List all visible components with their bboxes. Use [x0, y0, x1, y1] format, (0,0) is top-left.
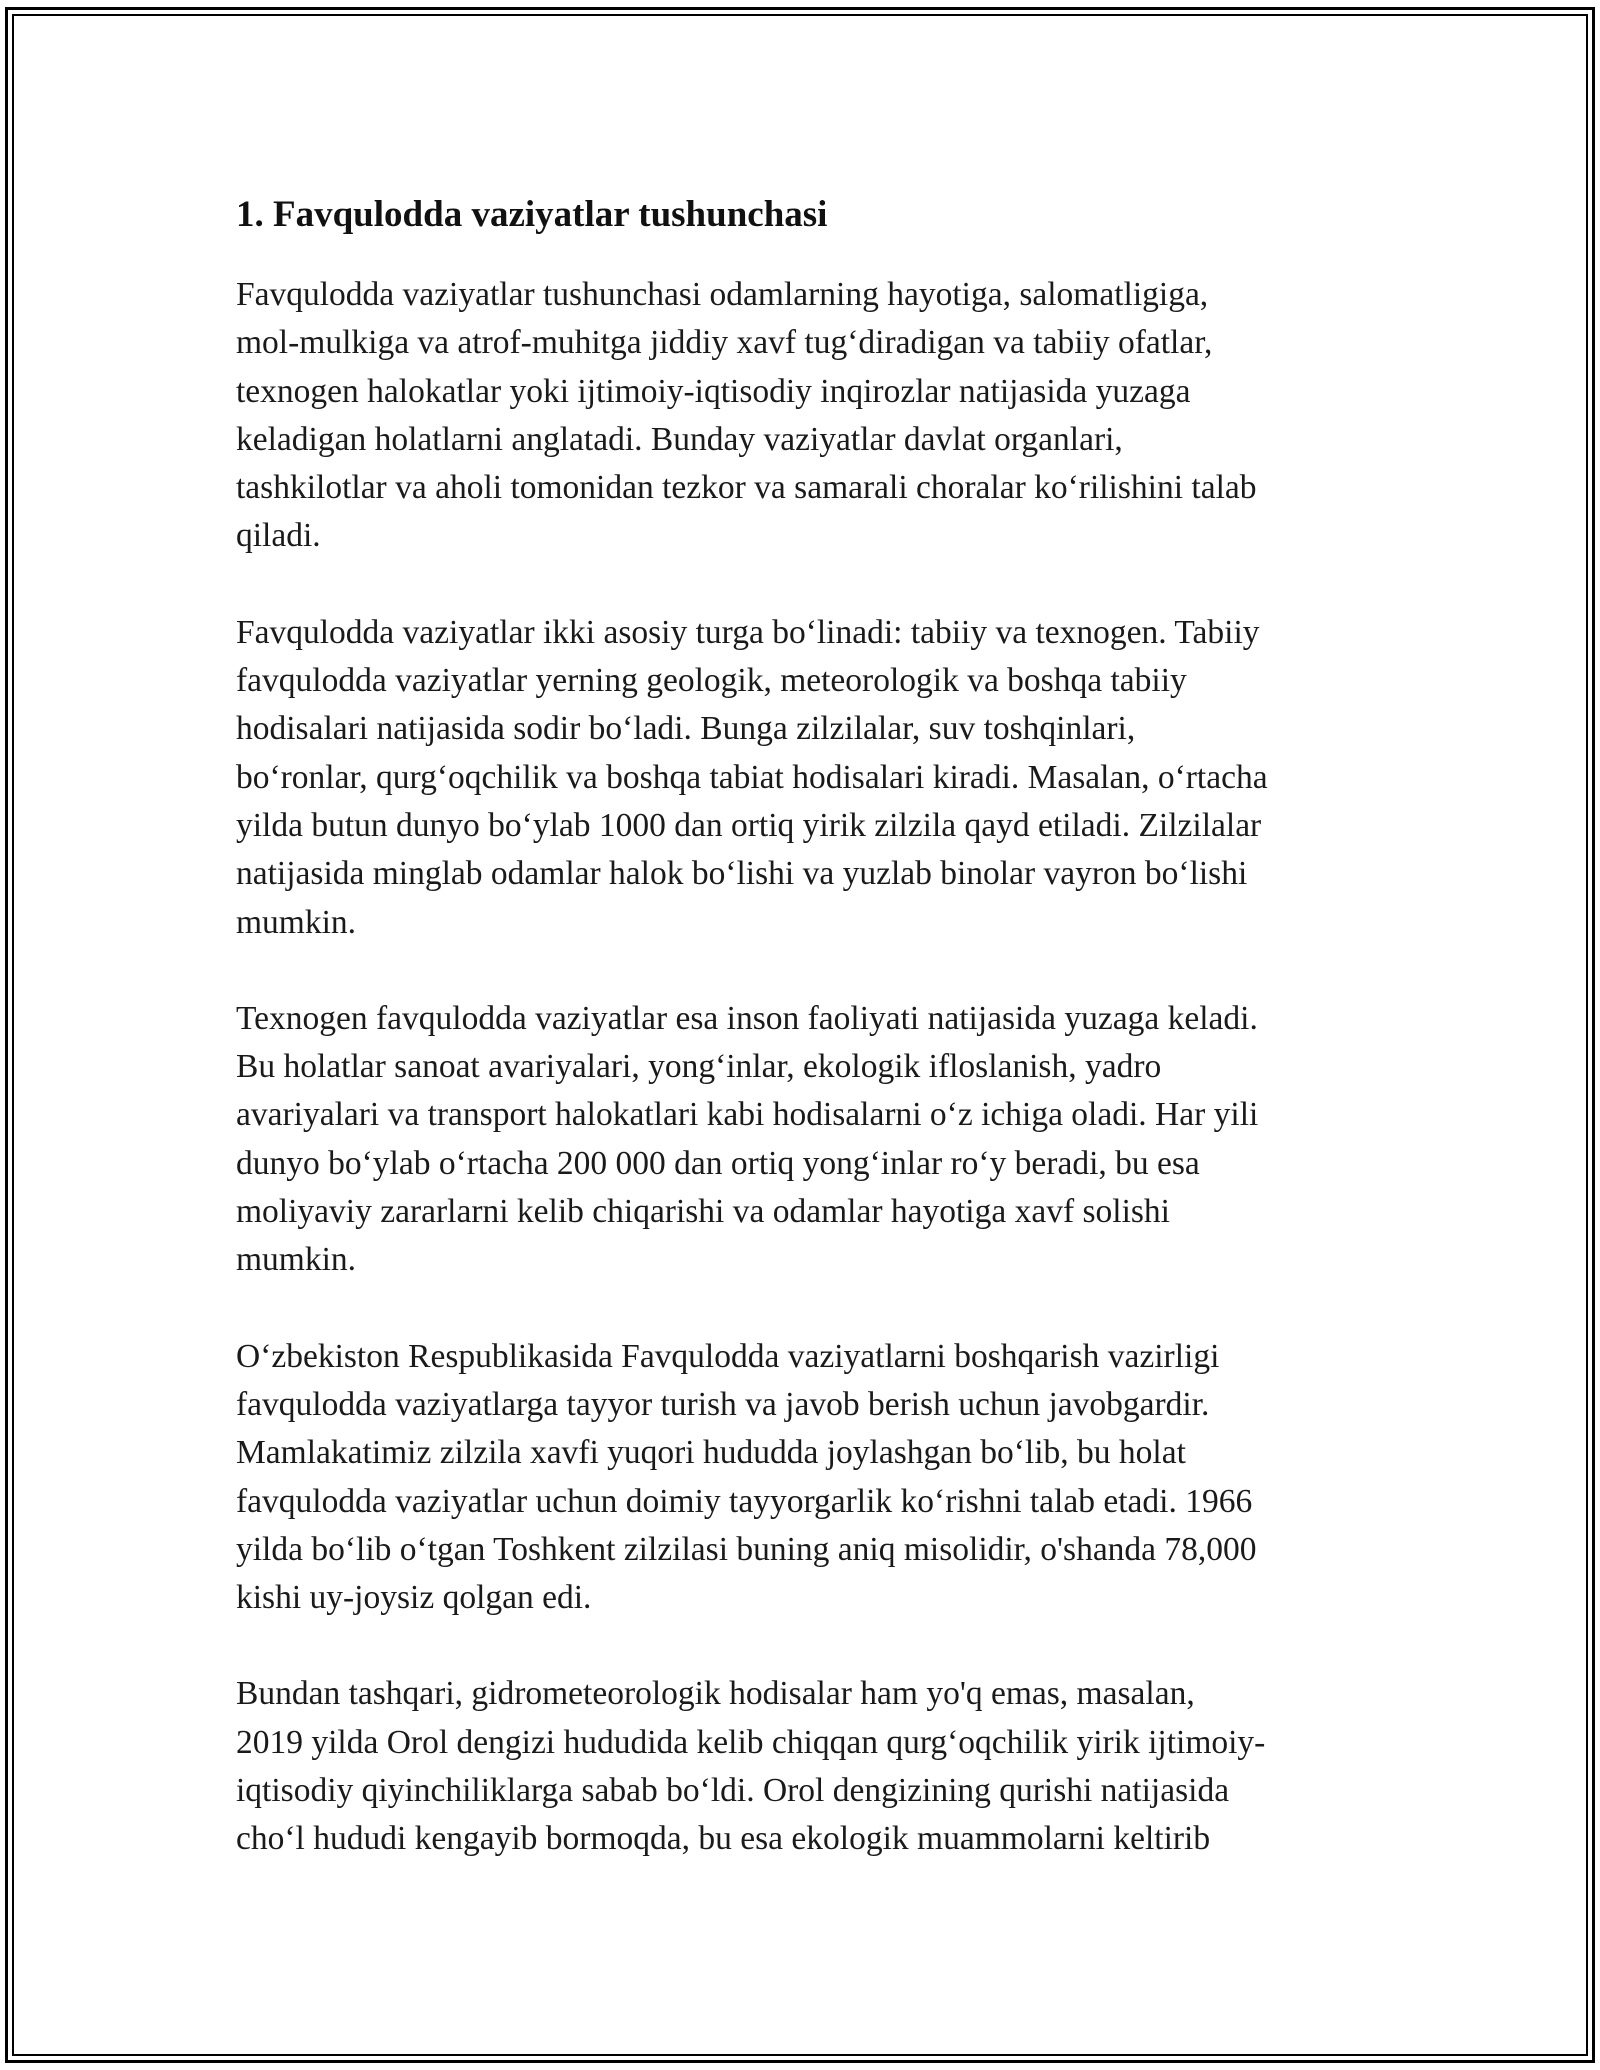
paragraph-technogenic-emergencies: Texnogen favqulodda vaziyatlar esa inson faoliyati natijasida yuzaga keladi. Bu holatlar sanoat avariyalari, yong‘inlar, ekologik ifloslanish, yadro avariyalari va transport halokatlari kabi hodisalarni o‘z ichiga oladi. Har yili dunyo bo‘ylab o‘rtacha 200 000 dan ortiq yong‘inlar ro‘y beradi, bu esa moliyaviy zararlarni kelib chiqarishi va odamlar hayotiga xavf solishi mumkin. — [236, 999, 1259, 1279]
paragraph-hydrometeorological: Bundan tashqari, gidrometeorologik hodisalar ham yo'q emas, masalan, 2019 yilda Orol dengizi hududida kelib chiqqan qurg‘oqchilik yirik ijtimoiy- iqtisodiy qiyinchiliklarga sabab bo‘ldi. Orol dengizining qurishi natijasida cho‘l hududi kengayib bormoqda, bu esa ekologik muammolarni keltirib — [236, 1675, 1266, 1858]
document-body — [236, 185, 1376, 1912]
paragraph-natural-emergencies: Favqulodda vaziyatlar ikki asosiy turga bo‘linadi: tabiiy va texnogen. Tabiiy favqulodda vaziyatlar yerning geologik, meteorologik va boshqa tabiiy hodisalari natijasida sodir bo‘ladi. Bunga zilzilalar, suv toshqinlari, bo‘ronlar, qurg‘oqchilik va boshqa tabiat hodisalari kiradi. Masalan, o‘rtacha yilda butun dunyo bo‘ylab 1000 dan ortiq yirik zilzila qayd etiladi. Zilzilalar natijasida minglab odamlar halok bo‘lishi va yuzlab binolar vayron bo‘lishi mumkin. — [236, 613, 1268, 941]
paragraph-uzbekistan-ministry: O‘zbekiston Respublikasida Favqulodda vaziyatlarni boshqarish vazirligi favqulodda vaziyatlarga tayyor turish va javob berish uchun javobgardir. Mamlakatimiz zilzila xavfi yuqori hududda joylashgan bo‘lib, bu holat favqulodda vaziyatlar uchun doimiy tayyorgarlik ko‘rishni talab etadi. 1966 yilda bo‘lib o‘tgan Toshkent zilzilasi buning aniq misolidir, o'shanda 78,000 kishi uy-joysiz qolgan edi. — [236, 1337, 1257, 1617]
section-heading: 1. Favqulodda vaziyatlar tushunchasi — [236, 194, 828, 235]
paragraph-definition: Favqulodda vaziyatlar tushunchasi odamlarning hayotiga, salomatligiga, mol-mulkiga va atrof-muhitga jiddiy xavf tug‘diradigan va tabiiy ofatlar, texnogen halokatlar yoki ijtimoiy-iqtisodiy inqirozlar natijasida yuzaga keladigan holatlarni anglatadi. Bunday vaziyatlar davlat organlari, tashkilotlar va aholi tomonidan tezkor va samarali choralar ko‘rilishini talab qiladi. — [236, 276, 1257, 555]
